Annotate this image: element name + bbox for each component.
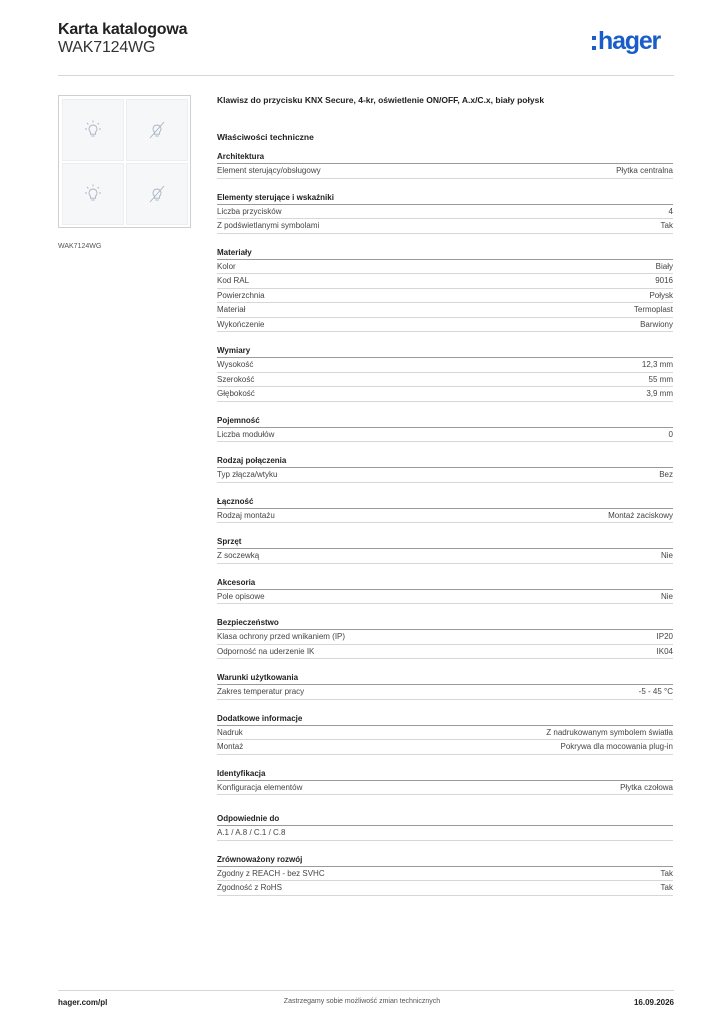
spec-value: 4 [668, 206, 673, 216]
spec-row [217, 867, 673, 882]
spec-group-title: Elementy sterujące i wskaźniki [217, 192, 673, 205]
rocker-bottom-right [126, 163, 188, 225]
spec-value: -5 - 45 °C [638, 687, 673, 696]
spec-value: 3,9 mm [646, 389, 673, 398]
spec-value: Płytka centralna [616, 166, 673, 175]
spec-label: Zgodny z REACH - bez SVHC [217, 868, 325, 878]
spec-value: 12,3 mm [641, 360, 673, 369]
product-image-caption: WAK7124WG [58, 243, 102, 250]
spec-heading: Właściwości techniczne [217, 132, 314, 142]
spec-group [217, 577, 673, 605]
spec-value: Biały [655, 261, 673, 271]
spec-group [217, 192, 673, 234]
brand-mark [592, 36, 596, 50]
spec-value: Pokrywa dla mocowania plug-in [560, 742, 673, 751]
spec-value: Termoplast [633, 305, 673, 314]
product-code: WAK7124WG [58, 39, 156, 56]
spec-value: Montaż zaciskowy [608, 510, 673, 520]
product-image [58, 95, 191, 228]
spec-label: Rodzaj montażu [217, 510, 275, 520]
spec-label: Pole opisowe [217, 591, 265, 601]
spec-group [217, 768, 673, 796]
spec-row [217, 468, 673, 483]
spec-group-title: Odpowiednie do [217, 813, 673, 826]
spec-label: Zgodność z RoHS [217, 883, 282, 892]
spec-row [217, 318, 673, 333]
spec-label: Montaż [217, 742, 244, 751]
spec-label: Nadruk [217, 727, 243, 737]
spec-label: Materiał [217, 305, 246, 314]
spec-group-title: Sprzęt [217, 536, 673, 549]
spec-group [217, 496, 673, 524]
brand-logo [592, 28, 674, 58]
spec-label: Element sterujący/obsługowy [217, 166, 321, 175]
spec-value: Barwiony [640, 319, 673, 329]
spec-row [217, 630, 673, 645]
spec-row [217, 219, 673, 234]
spec-groups [217, 151, 673, 896]
spec-label: Klasa ochrony przed wnikaniem (IP) [217, 632, 346, 641]
footer-date: 16.09.2026 [633, 998, 674, 1007]
spec-group-title: Architektura [217, 151, 673, 164]
spec-row [217, 826, 673, 841]
spec-row [217, 590, 673, 605]
spec-row [217, 358, 673, 373]
spec-value: Bez [659, 470, 673, 479]
light-off-icon [147, 119, 167, 141]
spec-value: Połysk [649, 290, 673, 300]
header-divider [58, 75, 674, 76]
spec-row [217, 428, 673, 443]
spec-row [217, 881, 673, 896]
spec-row [217, 164, 673, 179]
spec-area [217, 95, 673, 909]
footer-disclaimer: Zastrzegamy sobie możliwość zmian technicznych [283, 998, 441, 1005]
spec-row [217, 549, 673, 564]
spec-row [217, 781, 673, 796]
spec-group-title: Materiały [217, 247, 673, 260]
spec-group-title: Akcesoria [217, 577, 673, 590]
rocker-bottom-left [62, 163, 124, 225]
spec-label: Wysokość [217, 360, 254, 369]
spec-row [217, 509, 673, 524]
spec-label: Kod RAL [217, 276, 250, 285]
spec-value: Nie [660, 551, 673, 560]
spec-group [217, 617, 673, 659]
spec-group-title: Zrównoważony rozwój [217, 854, 673, 867]
spec-group [217, 455, 673, 483]
spec-group-title: Dodatkowe informacje [217, 713, 673, 726]
footer-divider [58, 990, 674, 991]
rocker-top-right [126, 99, 188, 161]
spec-value: 55 mm [648, 374, 673, 384]
spec-label: Konfiguracja elementów [217, 782, 303, 792]
spec-label: Kolor [217, 261, 236, 271]
spec-label: Powierzchnia [217, 290, 265, 300]
spec-group [217, 713, 673, 755]
spec-group-title: Warunki użytkowania [217, 672, 673, 685]
brand-name: hager [598, 27, 661, 55]
spec-label: Liczba przycisków [217, 206, 282, 216]
spec-group [217, 415, 673, 443]
spec-label: Liczba modułów [217, 429, 275, 439]
spec-label: Wykończenie [217, 319, 265, 329]
spec-group-title: Łączność [217, 496, 673, 509]
spec-row [217, 205, 673, 220]
spec-group-title: Pojemność [217, 415, 673, 428]
spec-group-title: Wymiary [217, 345, 673, 358]
spec-value: Tak [660, 868, 673, 878]
spec-group-title: Bezpieczeństwo [217, 617, 673, 630]
spec-value: Nie [660, 591, 673, 601]
spec-row [217, 260, 673, 275]
rocker-top-left [62, 99, 124, 161]
spec-value: 9016 [655, 276, 673, 285]
spec-row [217, 274, 673, 289]
spec-value: IK04 [656, 646, 673, 656]
spec-label: Typ złącza/wtyku [217, 470, 278, 479]
spec-group [217, 151, 673, 179]
spec-label: A.1 / A.8 / C.1 / C.8 [217, 828, 286, 837]
spec-group [217, 854, 673, 896]
spec-row [217, 373, 673, 388]
spec-value: 0 [668, 429, 673, 439]
light-on-icon [83, 119, 103, 141]
spec-group [217, 536, 673, 564]
spec-value: Płytka czołowa [620, 782, 673, 792]
spec-value: Tak [660, 883, 673, 892]
spec-group-title: Rodzaj połączenia [217, 455, 673, 468]
spec-group [217, 813, 673, 841]
light-off-icon [147, 183, 167, 205]
spec-group [217, 345, 673, 402]
spec-row [217, 740, 673, 755]
spec-value: IP20 [656, 632, 673, 641]
spec-label: Odporność na uderzenie IK [217, 646, 315, 656]
spec-row [217, 289, 673, 304]
spec-label: Szerokość [217, 374, 255, 384]
spec-row [217, 726, 673, 741]
footer-url: hager.com/pl [58, 998, 108, 1007]
spec-label: Zakres temperatur pracy [217, 687, 305, 696]
spec-value: Z nadrukowanym symbolem światła [546, 727, 673, 737]
spec-value: Tak [660, 221, 673, 230]
light-on-icon [83, 183, 103, 205]
spec-group [217, 672, 673, 700]
spec-row [217, 645, 673, 660]
spec-row [217, 685, 673, 700]
spec-row [217, 303, 673, 318]
product-description: Klawisz do przycisku KNX Secure, 4-kr, oświetlenie ON/OFF, A.x/C.x, biały połysk [217, 95, 545, 105]
spec-group-title: Identyfikacja [217, 768, 673, 781]
spec-label: Z podświetlanymi symbolami [217, 221, 320, 230]
spec-label: Z soczewką [217, 551, 260, 560]
spec-label: Głębokość [217, 389, 255, 398]
spec-group [217, 247, 673, 333]
spec-row [217, 387, 673, 402]
document-title: Karta katalogowa [58, 21, 188, 38]
